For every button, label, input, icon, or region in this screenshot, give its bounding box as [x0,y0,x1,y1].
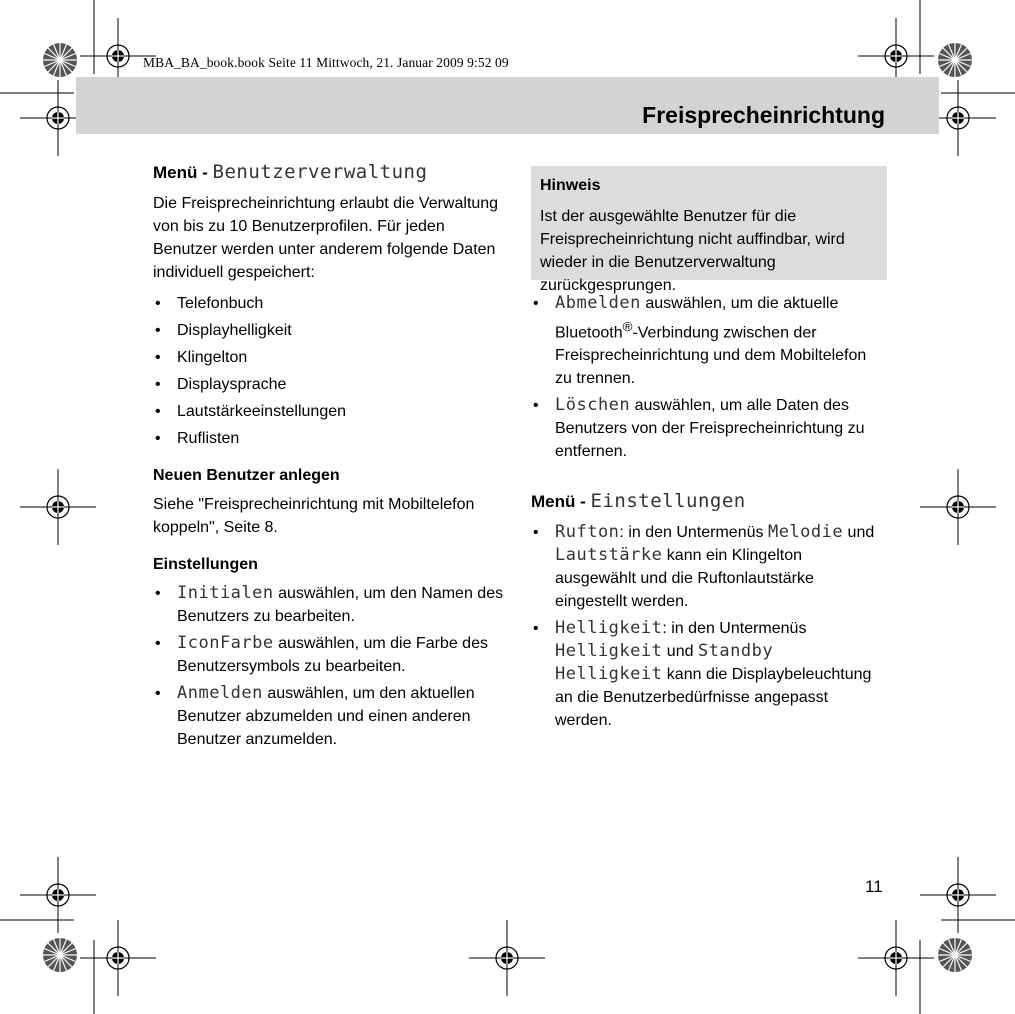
user-actions-list [531,292,887,463]
intro-paragraph: Die Freisprecheinrichtung erlaubt die Verwaltung von bis zu 10 Benutzerprofilen. Für jeden Benutzer werden unter anderem folgende Daten individuell gespeichert: [153,195,499,281]
list-item: • IconFarbe auswählen, um die Farbe des Benutzersymbols zu bearbeiten. [153,632,511,678]
left-column [153,160,511,755]
note-text: Ist der ausgewählte Benutzer für die Freisprecheinrichtung nicht auffindbar, wird wieder in die Benutzerverwaltung zurückgesprungen. [540,208,845,294]
list-item: • Telefonbuch [153,292,511,315]
stored-data-list [153,292,511,450]
print-slug: MBA_BA_book.book Seite 11 Mittwoch, 21. Januar 2009 9:52 09 [143,55,509,70]
list-item: • Initialen auswählen, um den Namen des Benutzers zu bearbeiten. [153,582,511,628]
list-item: • Ruflisten [153,427,511,450]
note-title: Hinweis [540,177,601,194]
list-item: • Klingelton [153,346,511,369]
new-user-heading: Neuen Benutzer anlegen [153,467,340,484]
new-user-text: Siehe "Freisprecheinrichtung mit Mobiltelefon koppeln", Seite 8. [153,496,475,536]
list-item: • Helligkeit: in den Untermenüs Helligkeit und Standby Helligkeit kann die Displaybeleuchtung an die Benutzerbedürfnisse angepasst werden. [531,617,887,732]
page-number: 11 [865,877,883,896]
menu-heading-settings: Menü - Einstellungen [531,490,746,513]
list-item: • Displayhelligkeit [153,319,511,342]
settings-heading: Einstellungen [153,556,258,573]
list-item: • Anmelden auswählen, um den aktuellen Benutzer abzumelden und einen anderen Benutzer anzumelden. [153,682,511,751]
list-item: • Lautstärkeeinstellungen [153,400,511,423]
right-column [531,166,887,736]
menu-heading-user-management: Menü - Benutzerverwaltung [153,161,428,183]
settings-list [153,582,511,751]
note-box [531,166,887,294]
page-title: Freisprecheinrichtung [642,102,885,128]
list-item: • Abmelden auswählen, um die aktuelle Bluetooth®-Verbindung zwischen der Freisprecheinrichtung und dem Mobiltelefon zu trennen. [531,292,887,390]
list-item: • Löschen auswählen, um alle Daten des Benutzers von der Freisprecheinrichtung zu entfernen. [531,394,887,463]
list-item: • Displaysprache [153,373,511,396]
settings-menu-list [531,521,887,732]
list-item: • Rufton: in den Untermenüs Melodie und Lautstärke kann ein Klingelton ausgewählt und die Ruftonlautstärke eingestellt werden. [531,521,887,613]
